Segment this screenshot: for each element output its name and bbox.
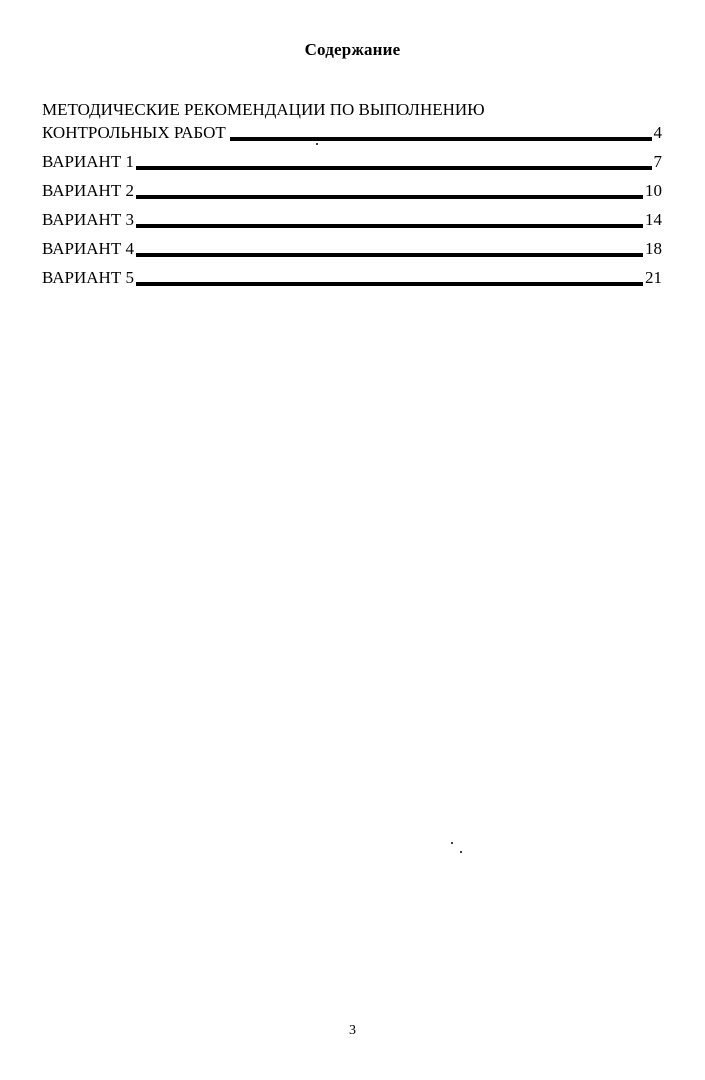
toc-page-number: 14: [645, 210, 662, 229]
page-number: 3: [349, 1023, 356, 1038]
toc-entry-guidelines[interactable]: [42, 98, 662, 144]
toc-entry-label: ВАРИАНТ 4: [42, 239, 134, 258]
scan-speck: [451, 842, 453, 844]
toc-leader-line: [136, 282, 643, 286]
toc-entry-label: ВАРИАНТ 3: [42, 210, 134, 229]
toc-page-number: 7: [653, 152, 662, 171]
toc-entry-variant-3[interactable]: [42, 208, 662, 231]
toc-entry-variant-2[interactable]: [42, 179, 662, 202]
toc-page-number: 21: [645, 268, 662, 287]
table-of-contents: [42, 98, 662, 289]
toc-entry-label-line-1: МЕТОДИЧЕСКИЕ РЕКОМЕНДАЦИИ ПО ВЫПОЛНЕНИЮ: [42, 100, 485, 119]
toc-leader-line: [136, 195, 643, 199]
scan-speck: [460, 851, 462, 853]
toc-leader-line: [230, 137, 652, 141]
scan-speck: [316, 143, 318, 145]
toc-leader-line: [136, 166, 652, 170]
toc-entry-label-line-2: КОНТРОЛЬНЫХ РАБОТ: [42, 123, 226, 142]
toc-page-number: 4: [653, 123, 662, 142]
toc-entry-variant-1[interactable]: [42, 150, 662, 173]
toc-entry-variant-5[interactable]: [42, 266, 662, 289]
page-title: Содержание: [304, 40, 401, 59]
toc-entry-label: ВАРИАНТ 2: [42, 181, 134, 200]
toc-page-number: 10: [645, 181, 662, 200]
toc-entry-label: ВАРИАНТ 1: [42, 152, 134, 171]
toc-page-number: 18: [645, 239, 662, 258]
toc-entry-variant-4[interactable]: [42, 237, 662, 260]
toc-entry-label: ВАРИАНТ 5: [42, 268, 134, 287]
toc-leader-line: [136, 253, 643, 257]
toc-leader-line: [136, 224, 643, 228]
